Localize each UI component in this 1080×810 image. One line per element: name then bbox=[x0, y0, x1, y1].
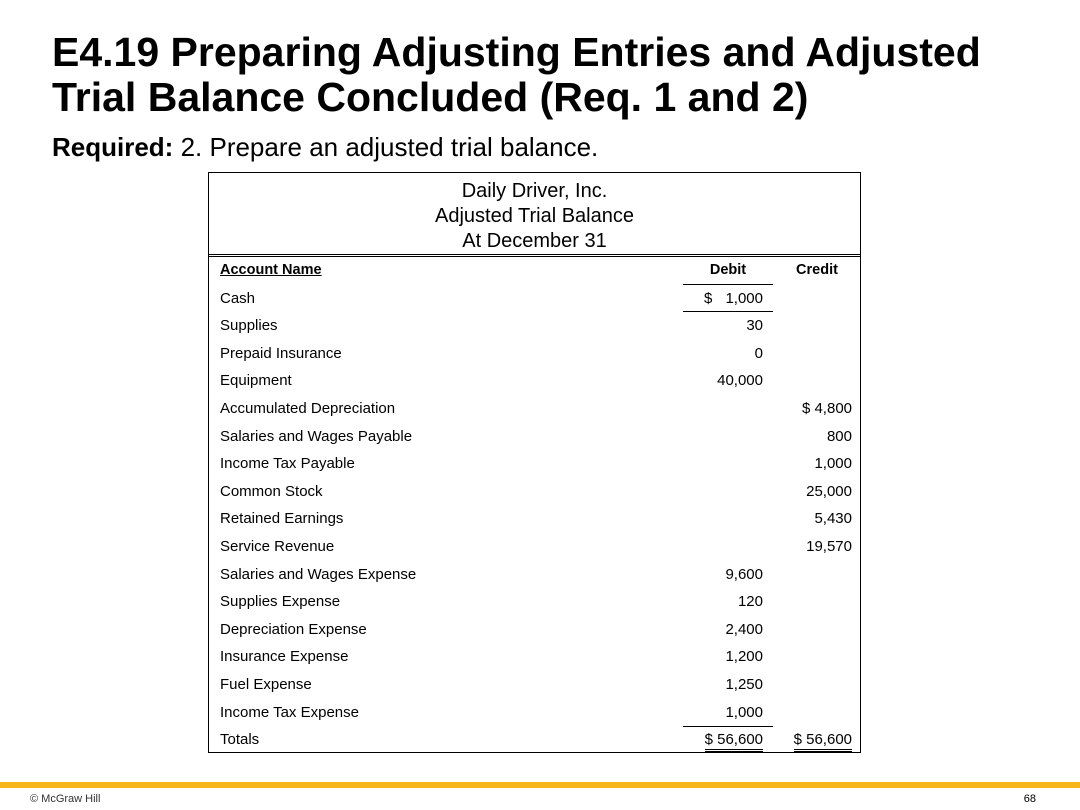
account-name: Common Stock bbox=[220, 482, 323, 500]
table-row bbox=[209, 588, 860, 616]
credit-amount: $ 4,800 bbox=[801, 399, 852, 417]
debit-amount: 30 bbox=[746, 317, 763, 335]
credit-amount: 800 bbox=[826, 427, 852, 445]
account-name: Salaries and Wages Expense bbox=[220, 565, 417, 583]
debit-amount: 2,400 bbox=[725, 620, 763, 638]
table-row bbox=[209, 561, 860, 589]
account-name: Insurance Expense bbox=[220, 648, 349, 666]
debit-amount: 9,600 bbox=[725, 565, 763, 583]
statement-name: Adjusted Trial Balance bbox=[434, 205, 634, 227]
copyright: © McGraw Hill bbox=[30, 793, 101, 805]
totals-row bbox=[209, 726, 860, 754]
table-row bbox=[209, 643, 860, 671]
account-name: Supplies Expense bbox=[220, 593, 341, 611]
table-row bbox=[209, 671, 860, 699]
table-row bbox=[209, 285, 860, 313]
table-row bbox=[209, 478, 860, 506]
statement-date: At December 31 bbox=[462, 230, 607, 252]
account-name: Fuel Expense bbox=[220, 675, 312, 693]
totals-label: Totals bbox=[220, 731, 260, 749]
credit-amount: 1,000 bbox=[814, 455, 852, 473]
table-row bbox=[209, 395, 860, 423]
total-debit bbox=[683, 726, 763, 754]
table-row bbox=[209, 533, 860, 561]
credit-amount: 25,000 bbox=[806, 482, 852, 500]
account-name-header: Account Name bbox=[220, 262, 322, 278]
account-name: Income Tax Payable bbox=[220, 455, 355, 473]
required-text: 2. Prepare an adjusted trial balance. bbox=[173, 132, 599, 162]
debit-amount: 1,250 bbox=[725, 675, 763, 693]
credit-amount: 19,570 bbox=[806, 537, 852, 555]
debit-header: Debit bbox=[709, 262, 747, 278]
footer-accent-bar bbox=[0, 782, 1080, 788]
account-name: Service Revenue bbox=[220, 537, 335, 555]
account-name: Cash bbox=[220, 289, 256, 307]
table-row bbox=[209, 312, 860, 340]
credit-amount: 5,430 bbox=[814, 510, 852, 528]
account-name: Depreciation Expense bbox=[220, 620, 367, 638]
table-row bbox=[209, 450, 860, 478]
adjusted-trial-balance-table bbox=[208, 172, 861, 753]
debit-amount: 1,200 bbox=[725, 648, 763, 666]
table-row bbox=[209, 340, 860, 368]
debit-amount: 120 bbox=[737, 593, 763, 611]
table-row bbox=[209, 616, 860, 644]
account-name: Retained Earnings bbox=[220, 510, 344, 528]
dollar-sign: $ bbox=[704, 289, 713, 307]
account-name: Prepaid Insurance bbox=[220, 344, 342, 362]
credit-header: Credit bbox=[796, 262, 838, 278]
table-row bbox=[209, 505, 860, 533]
page-title: E4.19 Preparing Adjusting Entries and Adjusted Trial Balance Concluded (Req. 1 and 2) bbox=[52, 29, 981, 120]
total-credit bbox=[772, 726, 852, 754]
table-heading bbox=[209, 173, 860, 257]
account-name: Salaries and Wages Payable bbox=[220, 427, 413, 445]
account-name: Income Tax Expense bbox=[220, 703, 359, 721]
table-row bbox=[209, 423, 860, 451]
table-row bbox=[209, 367, 860, 395]
company-name: Daily Driver, Inc. bbox=[461, 180, 608, 202]
debit-amount: 0 bbox=[754, 344, 763, 362]
account-name: Supplies bbox=[220, 317, 278, 335]
required-label: Required: bbox=[52, 132, 174, 162]
total-credit-amount: $ 56,600 bbox=[794, 731, 852, 752]
table-row bbox=[209, 699, 860, 727]
debit-amount: 40,000 bbox=[717, 372, 763, 390]
account-name: Equipment bbox=[220, 372, 292, 390]
account-name: Accumulated Depreciation bbox=[220, 399, 396, 417]
debit-amount: 1,000 bbox=[725, 289, 763, 307]
total-debit-amount: $ 56,600 bbox=[705, 731, 763, 752]
debit-amount: 1,000 bbox=[725, 703, 763, 721]
column-header-row bbox=[209, 257, 860, 285]
page-number: 68 bbox=[1023, 793, 1036, 805]
required-instruction bbox=[52, 131, 598, 163]
